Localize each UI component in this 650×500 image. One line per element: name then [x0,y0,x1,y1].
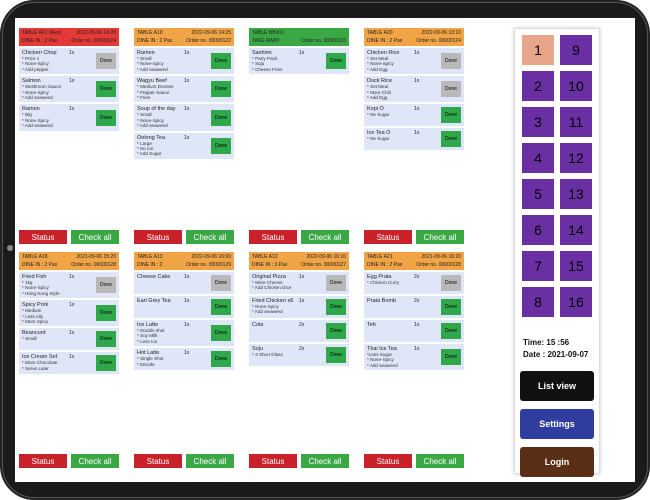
order-header [364,28,464,46]
order-card [364,28,464,150]
order-action-row [249,230,349,244]
table-number-button[interactable]: 1 [522,35,554,65]
order-header [134,28,234,46]
order-item [19,104,119,130]
dine-info: DINE IN : 2 Pax [22,38,58,44]
done-button[interactable]: Done [211,110,231,126]
item-modifier: * No Ice [137,146,154,152]
table-number-button[interactable]: 9 [560,35,592,65]
order-number: Order no. 00000122 [186,38,231,44]
done-button[interactable]: Done [211,275,231,291]
item-modifier: * Chicken Curry [367,280,400,285]
order-item [249,320,349,342]
item-qty: 1x [414,322,420,328]
order-item [19,76,119,102]
done-button[interactable]: Done [96,277,116,293]
item-modifier: * Party Pack [252,56,278,61]
item-name: Oolong Tea [137,134,166,141]
item-name: Fried Fish [22,274,47,280]
done-button[interactable]: Done [211,138,231,154]
item-modifier: * Soju [252,61,265,67]
camera-dot [7,245,13,251]
check-all-button[interactable]: Check all [71,230,119,244]
sidebar-panel [514,28,600,474]
item-modifier: * 3 Short Glass [252,352,283,357]
order-item [249,272,349,294]
order-card [19,28,119,131]
order-date: 2021-09-06 16:20 [421,254,461,260]
item-qty: 1x [69,354,75,361]
done-button[interactable]: Done [326,53,346,69]
item-qty: 1x [69,302,75,309]
settings-button[interactable]: Settings [520,409,594,439]
check-all-button[interactable]: Check all [186,230,234,244]
order-item [19,328,119,350]
check-all-button[interactable]: Check all [416,454,464,468]
check-all-button[interactable]: Check all [301,230,349,244]
item-qty: 1x [414,106,420,113]
item-qty: 1x [414,130,420,137]
done-button[interactable]: Done [211,81,231,97]
item-qty: 2x [299,346,305,352]
item-modifier: * Set Meal [367,56,389,61]
item-name: Cola [252,322,264,328]
order-action-row [134,230,234,244]
order-item [249,48,349,74]
item-qty: 1x [69,78,75,85]
item-modifier: * More Spicy [22,319,49,325]
item-modifier: * None-Spicy [22,117,49,123]
table-number-button[interactable]: 16 [560,287,592,317]
order-item [249,344,349,366]
item-qty: 1x [414,50,420,56]
done-button[interactable]: Done [96,331,116,347]
item-name: Kopi O [367,106,384,113]
table-label: TABLE A10 [137,30,163,36]
item-modifier: * Add seaweed [22,95,53,101]
done-button[interactable]: Done [441,323,461,339]
order-number: Order no. 00000128 [71,262,116,268]
order-header [134,252,234,270]
table-number-button[interactable]: 10 [560,71,592,101]
item-name: Salmon [22,78,41,85]
order-date: 2022-09-06 14:25 [191,30,231,36]
status-button[interactable]: Status [134,454,182,468]
item-name: Beancurd [22,330,46,337]
item-name: Fried Chicken x6 [252,298,294,304]
item-qty: 1x [414,346,420,352]
item-modifier: * Double shot [137,328,165,333]
done-button[interactable]: Done [441,349,461,365]
item-name: Original Pizza [252,274,286,280]
order-header [19,252,119,270]
check-all-button[interactable]: Check all [301,454,349,468]
dine-info: TAKE AWAY [252,38,280,44]
order-item [134,320,234,346]
item-modifier: * More Chocolate [22,360,58,366]
order-header [249,28,349,46]
dine-info: DINE IN : 2 Pax [22,262,58,268]
item-modifier: * Less oily [22,313,43,319]
table-number-button[interactable]: 4 [522,143,554,173]
order-action-row [249,454,349,468]
order-item [364,48,464,74]
item-qty: 1x [299,298,305,304]
dine-info: DINE IN : 2 Pax [367,262,403,268]
item-qty: 1x [414,78,420,85]
done-button[interactable]: Done [211,325,231,341]
order-number: Order no. 00000124 [71,38,116,44]
done-button[interactable]: Done [326,275,346,291]
item-qty: 1x [69,50,75,56]
order-item [364,344,464,370]
item-qty: 1x [184,322,190,328]
check-all-button[interactable]: Check all [71,454,119,468]
item-name: Ice Tea O [367,130,391,137]
done-button[interactable]: Done [441,81,461,97]
item-modifier: * None-Spicy [367,357,394,363]
list-view-button[interactable]: List view [520,371,594,401]
item-name: Ice Latte [137,322,159,328]
item-modifier: * No Sugar [367,136,390,142]
done-button[interactable]: Done [326,299,346,315]
item-modifier: * Set Meal [367,84,389,90]
order-item [134,76,234,102]
item-name: Ramen [137,50,155,56]
done-button[interactable]: Done [96,355,116,371]
item-modifier: * 1kg [22,280,33,285]
order-item [364,76,464,102]
order-item [134,272,234,294]
table-label: TABLE A01 (Rex) [22,30,62,36]
item-qty: 1x [184,274,190,280]
done-button[interactable]: Done [441,131,461,147]
status-button[interactable]: Status [134,230,182,244]
table-number-button[interactable]: 15 [560,251,592,281]
order-number: Order no. 00000128 [416,262,461,268]
item-modifier: * Medium Doness [137,84,174,90]
order-item [19,272,119,298]
item-modifier: * Fries [137,95,151,101]
order-item [364,320,464,342]
order-number: Order no. 00000124 [416,38,461,44]
table-number-button[interactable]: 5 [522,179,554,209]
done-button[interactable]: Done [96,305,116,321]
item-modifier: * More Cheese [252,280,283,285]
item-modifier: * Large [137,140,152,146]
item-modifier: * Add seaweed [137,66,168,72]
item-qty: 1x [184,298,190,304]
done-button[interactable]: Done [211,351,231,367]
table-number-button[interactable]: 13 [560,179,592,209]
table-number-button[interactable]: 2 [522,71,554,101]
item-name: Chicken Chop [22,50,57,56]
order-item [249,296,349,318]
status-button[interactable]: Status [19,454,67,468]
item-modifier: * Add pepper [22,66,49,72]
order-item [364,104,464,126]
done-button[interactable]: Done [441,53,461,69]
table-label: TABLE A20 [367,30,393,36]
order-card [249,252,349,366]
done-button[interactable]: Done [211,299,231,315]
item-modifier: * None-Spicy [22,61,49,67]
order-item [364,128,464,150]
order-action-row [134,454,234,468]
order-item [19,300,119,326]
item-qty: 1x [69,274,75,280]
item-qty: 2x [299,322,305,328]
status-button[interactable]: Status [364,454,412,468]
date-text: Date : 2021-09-07 [523,350,589,359]
table-label: TABLE A21 [367,254,393,260]
done-button[interactable]: Done [96,53,116,69]
status-button[interactable]: Status [249,230,297,244]
item-modifier: * Soy Milk [137,333,158,339]
item-modifier: * Less Ice [137,338,158,344]
item-modifier: * Pepper Sauce [137,89,170,95]
item-modifier: * Small [137,112,152,118]
done-button[interactable]: Done [441,299,461,315]
item-modifier: * Add seaweed [22,123,53,129]
order-header [364,252,464,270]
order-date: 2022-09-06 16:00 [191,254,231,260]
item-modifier: * Small [22,336,37,342]
table-number-button[interactable]: 12 [560,143,592,173]
orders-area [15,18,511,482]
order-action-row [364,454,464,468]
item-name: Prata Bomb [367,298,397,304]
item-modifier: * None-Spicy [252,304,279,309]
item-qty: 1x [184,50,190,56]
item-name: Ramen [22,106,40,113]
order-item [134,133,234,159]
order-item [134,104,234,130]
done-button[interactable]: Done [326,323,346,339]
order-item [364,272,464,294]
table-label: TABLE A13 [137,254,163,260]
item-modifier: * No Sugar [367,112,390,118]
check-all-button[interactable]: Check all [186,454,234,468]
done-button[interactable]: Done [96,110,116,126]
table-number-button[interactable]: 3 [522,107,554,137]
order-number: Order no. 00000127 [301,262,346,268]
dine-info: DINE IN : 2 [137,262,163,268]
item-modifier: * More Chili [367,89,391,95]
item-modifier: * Add seaweed [367,362,398,368]
item-qty: 1x [69,106,75,113]
order-item [134,48,234,74]
order-action-row [19,230,119,244]
screen [15,18,635,482]
item-modifier: * Medium [22,308,42,314]
table-number-button[interactable]: 6 [522,215,554,245]
order-number: Order no. 00000129 [186,262,231,268]
time-date-info [523,337,588,361]
item-name: Earl Grey Tea [137,298,171,304]
item-modifier: * Small [137,56,152,61]
item-modifier: * None-Spicy [22,89,49,95]
order-action-row [19,454,119,468]
item-name: Wagyu Beef [137,78,167,85]
order-item [19,48,119,74]
check-all-button[interactable]: Check all [416,230,464,244]
done-button[interactable]: Done [441,107,461,123]
item-modifier: * None-Spicy [137,117,164,123]
item-name: Hot Latte [137,350,160,357]
item-modifier: * Add Egg [367,66,388,72]
item-qty: 1x [184,134,190,141]
order-item [364,296,464,318]
login-button[interactable]: Login [520,447,594,477]
item-modifier: * Serve Later [22,365,49,371]
item-modifier: * Hong Kong Style [22,290,60,296]
order-item [134,348,234,370]
item-modifier: * Decafe [137,361,155,367]
item-name: Sashimi [252,50,272,56]
item-modifier: *Less Sugar [367,352,393,357]
item-name: Egg Prata [367,274,392,280]
order-action-row [364,230,464,244]
time-text: Time: 15 :56 [523,338,570,347]
item-qty: 1x [69,330,75,337]
item-qty: 1x [299,274,305,280]
order-item [134,296,234,318]
item-modifier: * None-Spicy [367,61,394,67]
table-label: TABLE BB101 [252,30,284,36]
order-date: 2022-09-06 14:20 [76,30,116,36]
order-date: 2022-09-06 16:10 [306,254,346,260]
item-modifier: * None-Spicy [137,61,164,67]
item-qty: 1x [184,350,190,357]
item-modifier: * Add seaweed [137,123,168,129]
order-number: Order no. 00000126 [301,38,346,44]
item-qty: 1x [184,78,190,85]
order-date: 2022-09-06 13:10 [421,30,461,36]
dine-info: DINE IN : 2 Pax [137,38,173,44]
item-modifier: * Add Sugar [137,151,162,157]
item-modifier: * None-Spicy [22,285,49,291]
order-card [249,28,349,74]
status-button[interactable]: Status [249,454,297,468]
order-card [19,252,119,374]
item-name: Soup of the day [137,106,176,113]
sidebar [511,18,635,482]
item-name: Thai Ice Tea [367,346,397,352]
dine-info: DINE IN : 2 Pax [367,38,403,44]
item-modifier: * Single Shot [137,356,164,362]
item-qty: 1x [299,50,305,56]
item-name: Cheese Cake [137,274,171,280]
dine-info: DINE IN : 3 Pax [252,262,288,268]
table-number-button[interactable]: 14 [560,215,592,245]
item-name: Ice Cream Set [22,354,58,361]
item-modifier: * Add seaweed [252,309,283,315]
done-button[interactable]: Done [441,275,461,291]
item-qty: 2x [414,298,420,304]
item-modifier: * Big [22,112,32,118]
item-qty: 2x [414,274,420,280]
status-button[interactable]: Status [364,230,412,244]
item-name: Duck Rice [367,78,393,85]
item-name: Teh [367,322,376,328]
item-modifier: * Cheese Fries [252,66,283,72]
item-name: Soju [252,346,264,352]
done-button[interactable]: Done [211,53,231,69]
order-date: 2021-09-06 15:20 [76,254,116,260]
order-header [19,28,119,46]
done-button[interactable]: Done [96,81,116,97]
table-label: TABLE A12 [252,254,278,260]
item-modifier: * Add Egg [367,95,388,101]
item-name: Spicy Pork [22,302,49,309]
table-number-button[interactable]: 11 [560,107,592,137]
item-modifier: * Add Chicken Dice [252,285,292,291]
order-header [249,252,349,270]
item-qty: 1x [184,106,190,113]
done-button[interactable]: Done [326,347,346,363]
order-card [134,252,234,370]
item-name: Chicken Rice [367,50,400,56]
table-number-button[interactable]: 8 [522,287,554,317]
item-modifier: * Price 1 [22,56,40,61]
table-label: TABLE A18 [22,254,48,260]
item-modifier: * Mushroom Sauce [22,84,62,90]
status-button[interactable]: Status [19,230,67,244]
order-card [364,252,464,370]
table-number-button[interactable]: 7 [522,251,554,281]
order-card [134,28,234,159]
order-item [19,352,119,374]
